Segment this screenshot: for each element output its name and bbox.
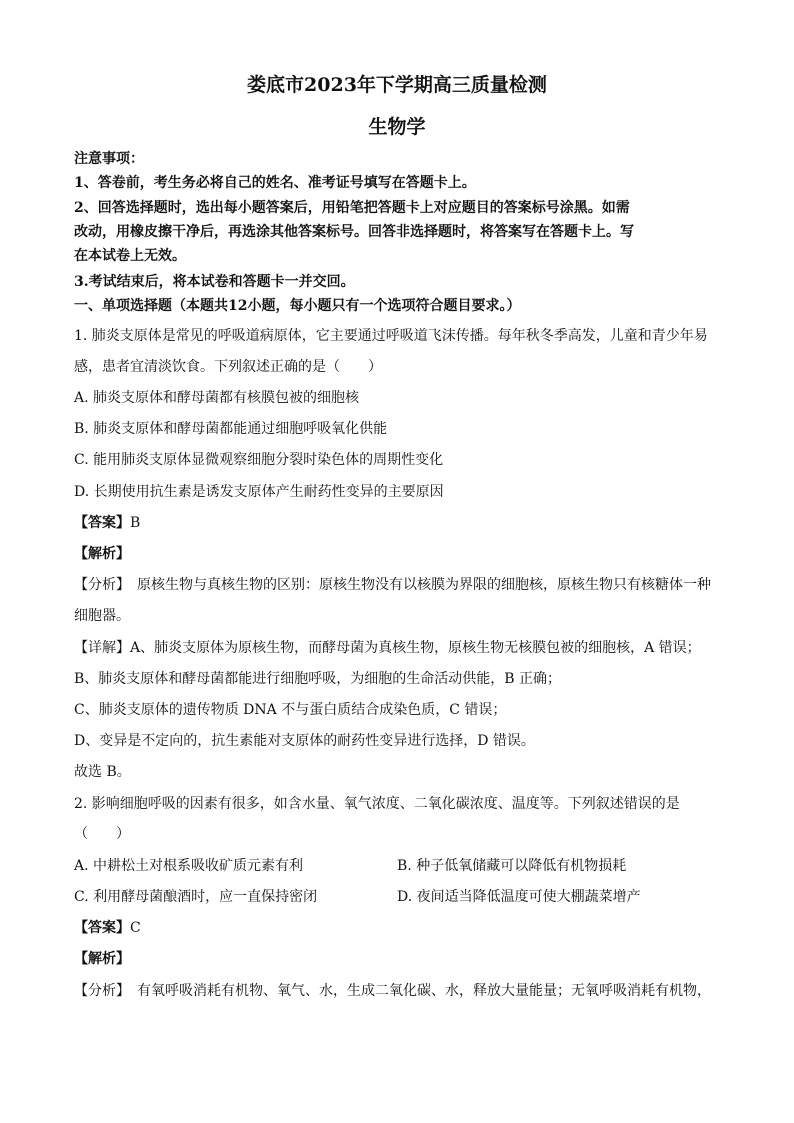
q2-stem-line: 2. 影响细胞呼吸的因素有很多，如含水量、氧气浓度、二氧化碳浓度、温度等。下列叙述错误的是 — [74, 796, 680, 812]
notice-line: 2、回答选择题时，选出每小题答案后，用铅笔把答题卡上对应题目的答案标号涂黑。如需 — [74, 200, 630, 216]
q2-stem-line: （ ） — [74, 826, 130, 842]
q2-option-d: D. 夜间适当降低温度可使大棚蔬菜增产 — [397, 889, 641, 905]
q1-fenxi-line: 细胞器。 — [74, 608, 130, 624]
notice-line: 1、答卷前，考生务必将自己的姓名、准考证号填写在答题卡上。 — [74, 175, 476, 191]
q1-option-a: A. 肺炎支原体和酵母菌都有核膜包被的细胞核 — [74, 390, 360, 406]
q2-option-c: C. 利用酵母菌酿酒时，应一直保持密闭 — [74, 889, 318, 905]
q1-option-d: D. 长期使用抗生素是诱发支原体产生耐药性变异的主要原因 — [74, 484, 444, 500]
answer-value: C — [130, 920, 141, 936]
q1-detail-line: 【详解】A、肺炎支原体为原核生物，而酵母菌为真核生物，原核生物无核膜包被的细胞核，A 错误； — [74, 640, 701, 656]
q1-option-c: C. 能用肺炎支原体显微观察细胞分裂时染色体的周期性变化 — [74, 452, 444, 468]
q2-fenxi-line: 【分析】 有氧呼吸消耗有机物、氧气、水，生成二氧化碳、水，释放大量能量；无氧呼吸消耗有机物， — [74, 983, 711, 999]
q1-analysis-label: 【解析】 — [74, 546, 130, 562]
q1-detail-line: D、变异是不定向的，抗生素能对支原体的耐药性变异进行选择，D 错误。 — [74, 733, 535, 749]
notice-line: 3.考试结束后，将本试卷和答题卡一并交回。 — [74, 274, 355, 290]
q1-stem-line: 感，患者宜清淡饮食。下列叙述正确的是（ ） — [74, 359, 382, 375]
q1-conclusion: 故选 B。 — [74, 764, 131, 780]
q1-detail-line: C、肺炎支原体的遗传物质 DNA 不与蛋白质结合成染色质，C 错误； — [74, 702, 507, 718]
q2-analysis-label: 【解析】 — [74, 951, 130, 967]
subject-title: 生物学 — [368, 116, 426, 138]
answer-label: 【答案】 — [74, 515, 130, 531]
q1-detail-line: B、肺炎支原体和酵母菌都能进行细胞呼吸，为细胞的生命活动供能，B 正确； — [74, 671, 562, 687]
answer-label: 【答案】 — [74, 920, 130, 936]
q1-fenxi-line: 【分析】 原核生物与真核生物的区别：原核生物没有以核膜为界限的细胞核，原核生物只有核糖体一种 — [74, 577, 711, 593]
section-title: 一、单项选择题（本题共12小题，每小题只有一个选项符合题目要求。） — [74, 298, 521, 314]
q1-answer — [74, 512, 140, 532]
answer-value: B — [130, 515, 141, 531]
notice-heading: 注意事项： — [74, 151, 144, 167]
notice-line: 在本试卷上无效。 — [74, 248, 186, 264]
q1-option-b: B. 肺炎支原体和酵母菌都能通过细胞呼吸氧化供能 — [74, 421, 388, 437]
q2-option-a: A. 中耕松土对根系吸收矿质元素有利 — [74, 858, 304, 874]
q2-option-b: B. 种子低氧储藏可以降低有机物损耗 — [397, 858, 627, 874]
q2-answer — [74, 917, 141, 937]
notice-line: 改动，用橡皮擦干净后，再选涂其他答案标号。回答非选择题时，将答案写在答题卡上。写 — [74, 224, 634, 240]
exam-title: 娄底市2023年下学期高三质量检测 — [247, 74, 547, 96]
q1-stem-line: 1. 肺炎支原体是常见的呼吸道病原体，它主要通过呼吸道飞沫传播。每年秋冬季高发，儿童和青少年易 — [74, 328, 708, 344]
